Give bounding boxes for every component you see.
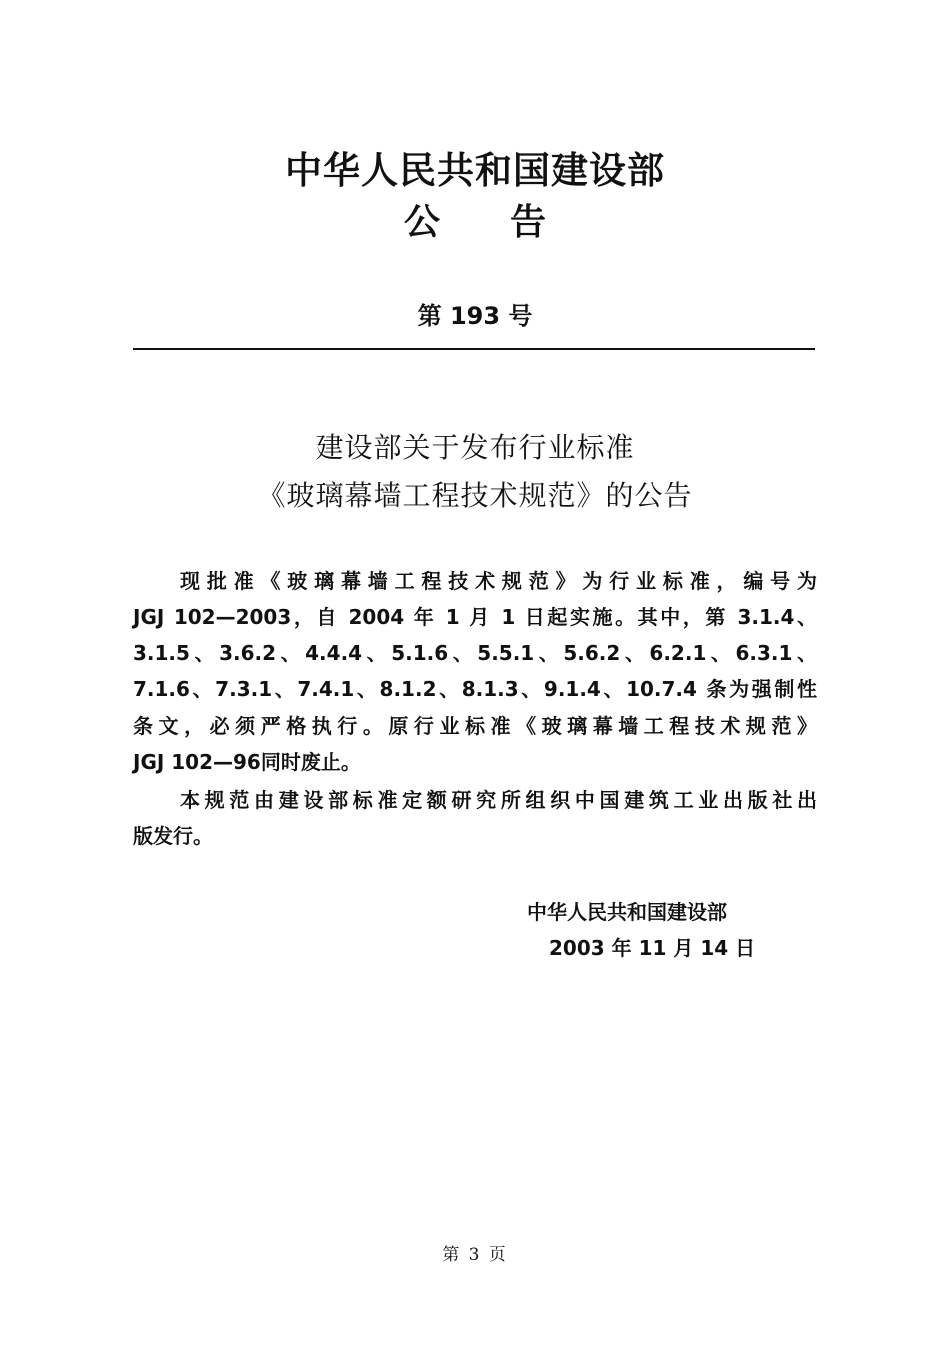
body-paragraph-2-line: 本规范由建设部标准定额研究所组织中国建筑工业出版社出 bbox=[180, 788, 817, 812]
notice-subtitle-line-2: 《玻璃幕墙工程技术规范》的公告 bbox=[257, 479, 693, 512]
body-paragraph-1-line: 条文，必须严格执行。原行业标准《玻璃幕墙工程技术规范》 bbox=[133, 714, 817, 738]
body-paragraph-1-line: 7.1.6、7.3.1、7.4.1、8.1.2、8.1.3、9.1.4、10.7.4 条为强制性 bbox=[133, 677, 817, 701]
issuing-ministry-title: 中华人民共和国建设部 bbox=[285, 149, 665, 192]
body-paragraph-1-line: JGJ 102—96同时废止。 bbox=[133, 750, 361, 774]
body-paragraph-1-line: JGJ 102—2003，自 2004 年 1 月 1 日起实施。其中，第 3.1.4、 bbox=[133, 605, 817, 629]
body-paragraph-1-line: 现批准《玻璃幕墙工程技术规范》为行业标准，编号为 bbox=[180, 569, 817, 593]
body-paragraph-2-line: 版发行。 bbox=[133, 824, 213, 848]
signature-date: 2003 年 11 月 14 日 bbox=[549, 936, 756, 960]
signature-organization: 中华人民共和国建设部 bbox=[527, 900, 727, 924]
header-divider bbox=[133, 348, 815, 350]
page-number: 第 3 页 bbox=[442, 1245, 508, 1265]
notice-number: 第 193 号 bbox=[417, 302, 533, 330]
notice-subtitle-line-1: 建设部关于发布行业标准 bbox=[315, 431, 635, 464]
body-paragraph-1-line: 3.1.5、3.6.2、4.4.4、5.1.6、5.5.1、5.6.2、6.2.1、6.3.1、 bbox=[133, 641, 817, 665]
notice-heading: 公告 bbox=[403, 202, 616, 243]
